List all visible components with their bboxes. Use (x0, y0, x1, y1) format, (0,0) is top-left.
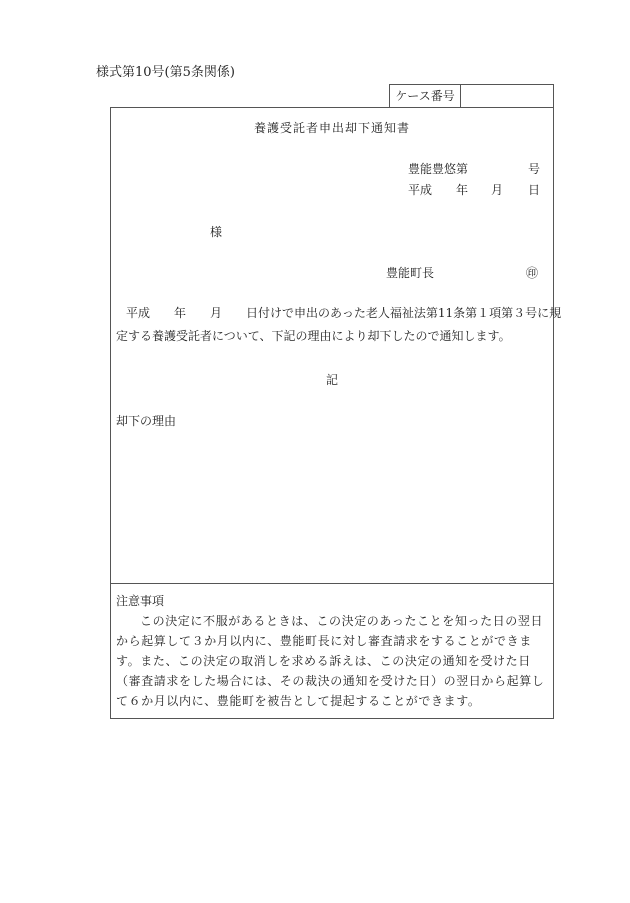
doc-number-prefix: 豊能豊悠第 (408, 162, 469, 176)
date-era: 平成 (408, 183, 433, 197)
date-day: 日 (528, 183, 541, 197)
seal-mark: ㊞ (526, 266, 539, 280)
issuer-name: 豊能町長 (386, 266, 435, 280)
addressee-suffix: 様 (210, 225, 223, 239)
body-line-2: 定する養護受託者について、下記の理由により却下したので通知します。 (116, 329, 511, 343)
section-divider (111, 583, 553, 584)
case-number-label: ケース番号 (390, 85, 461, 108)
date-year: 年 (456, 183, 469, 197)
document-title: 養護受託者申出却下通知書 (253, 121, 410, 135)
notes-heading: 注意事項 (116, 594, 165, 608)
notice-body (116, 302, 562, 348)
case-number-field[interactable] (461, 85, 553, 108)
notes-text: この決定に不服があるときは、この決定のあったことを知った日の翌日から起算して３か月以内に、豊能町長に対し審査請求をすることができます。また、この決定の取消しを求める訴えは、この決定の通知を受けた日（審査請求をした場合には、その裁決の通知を受けた日）の翌日から起算して６か月以内に、豊能町を被告として提起することができます。 (116, 614, 545, 708)
notes-section (116, 591, 550, 711)
case-number-box (389, 84, 554, 108)
doc-number-suffix: 号 (528, 162, 541, 176)
form-number: 様式第10号(第5条関係) (96, 65, 235, 80)
body-line-1: 平成 年 月 日付けで申出のあった老人福祉法第11条第１項第３号に規 (126, 306, 562, 320)
reason-label: 却下の理由 (116, 414, 177, 428)
reason-field[interactable] (116, 433, 548, 578)
notice-form (110, 107, 562, 719)
ki-heading: 記 (326, 373, 339, 387)
date-month: 月 (491, 183, 504, 197)
